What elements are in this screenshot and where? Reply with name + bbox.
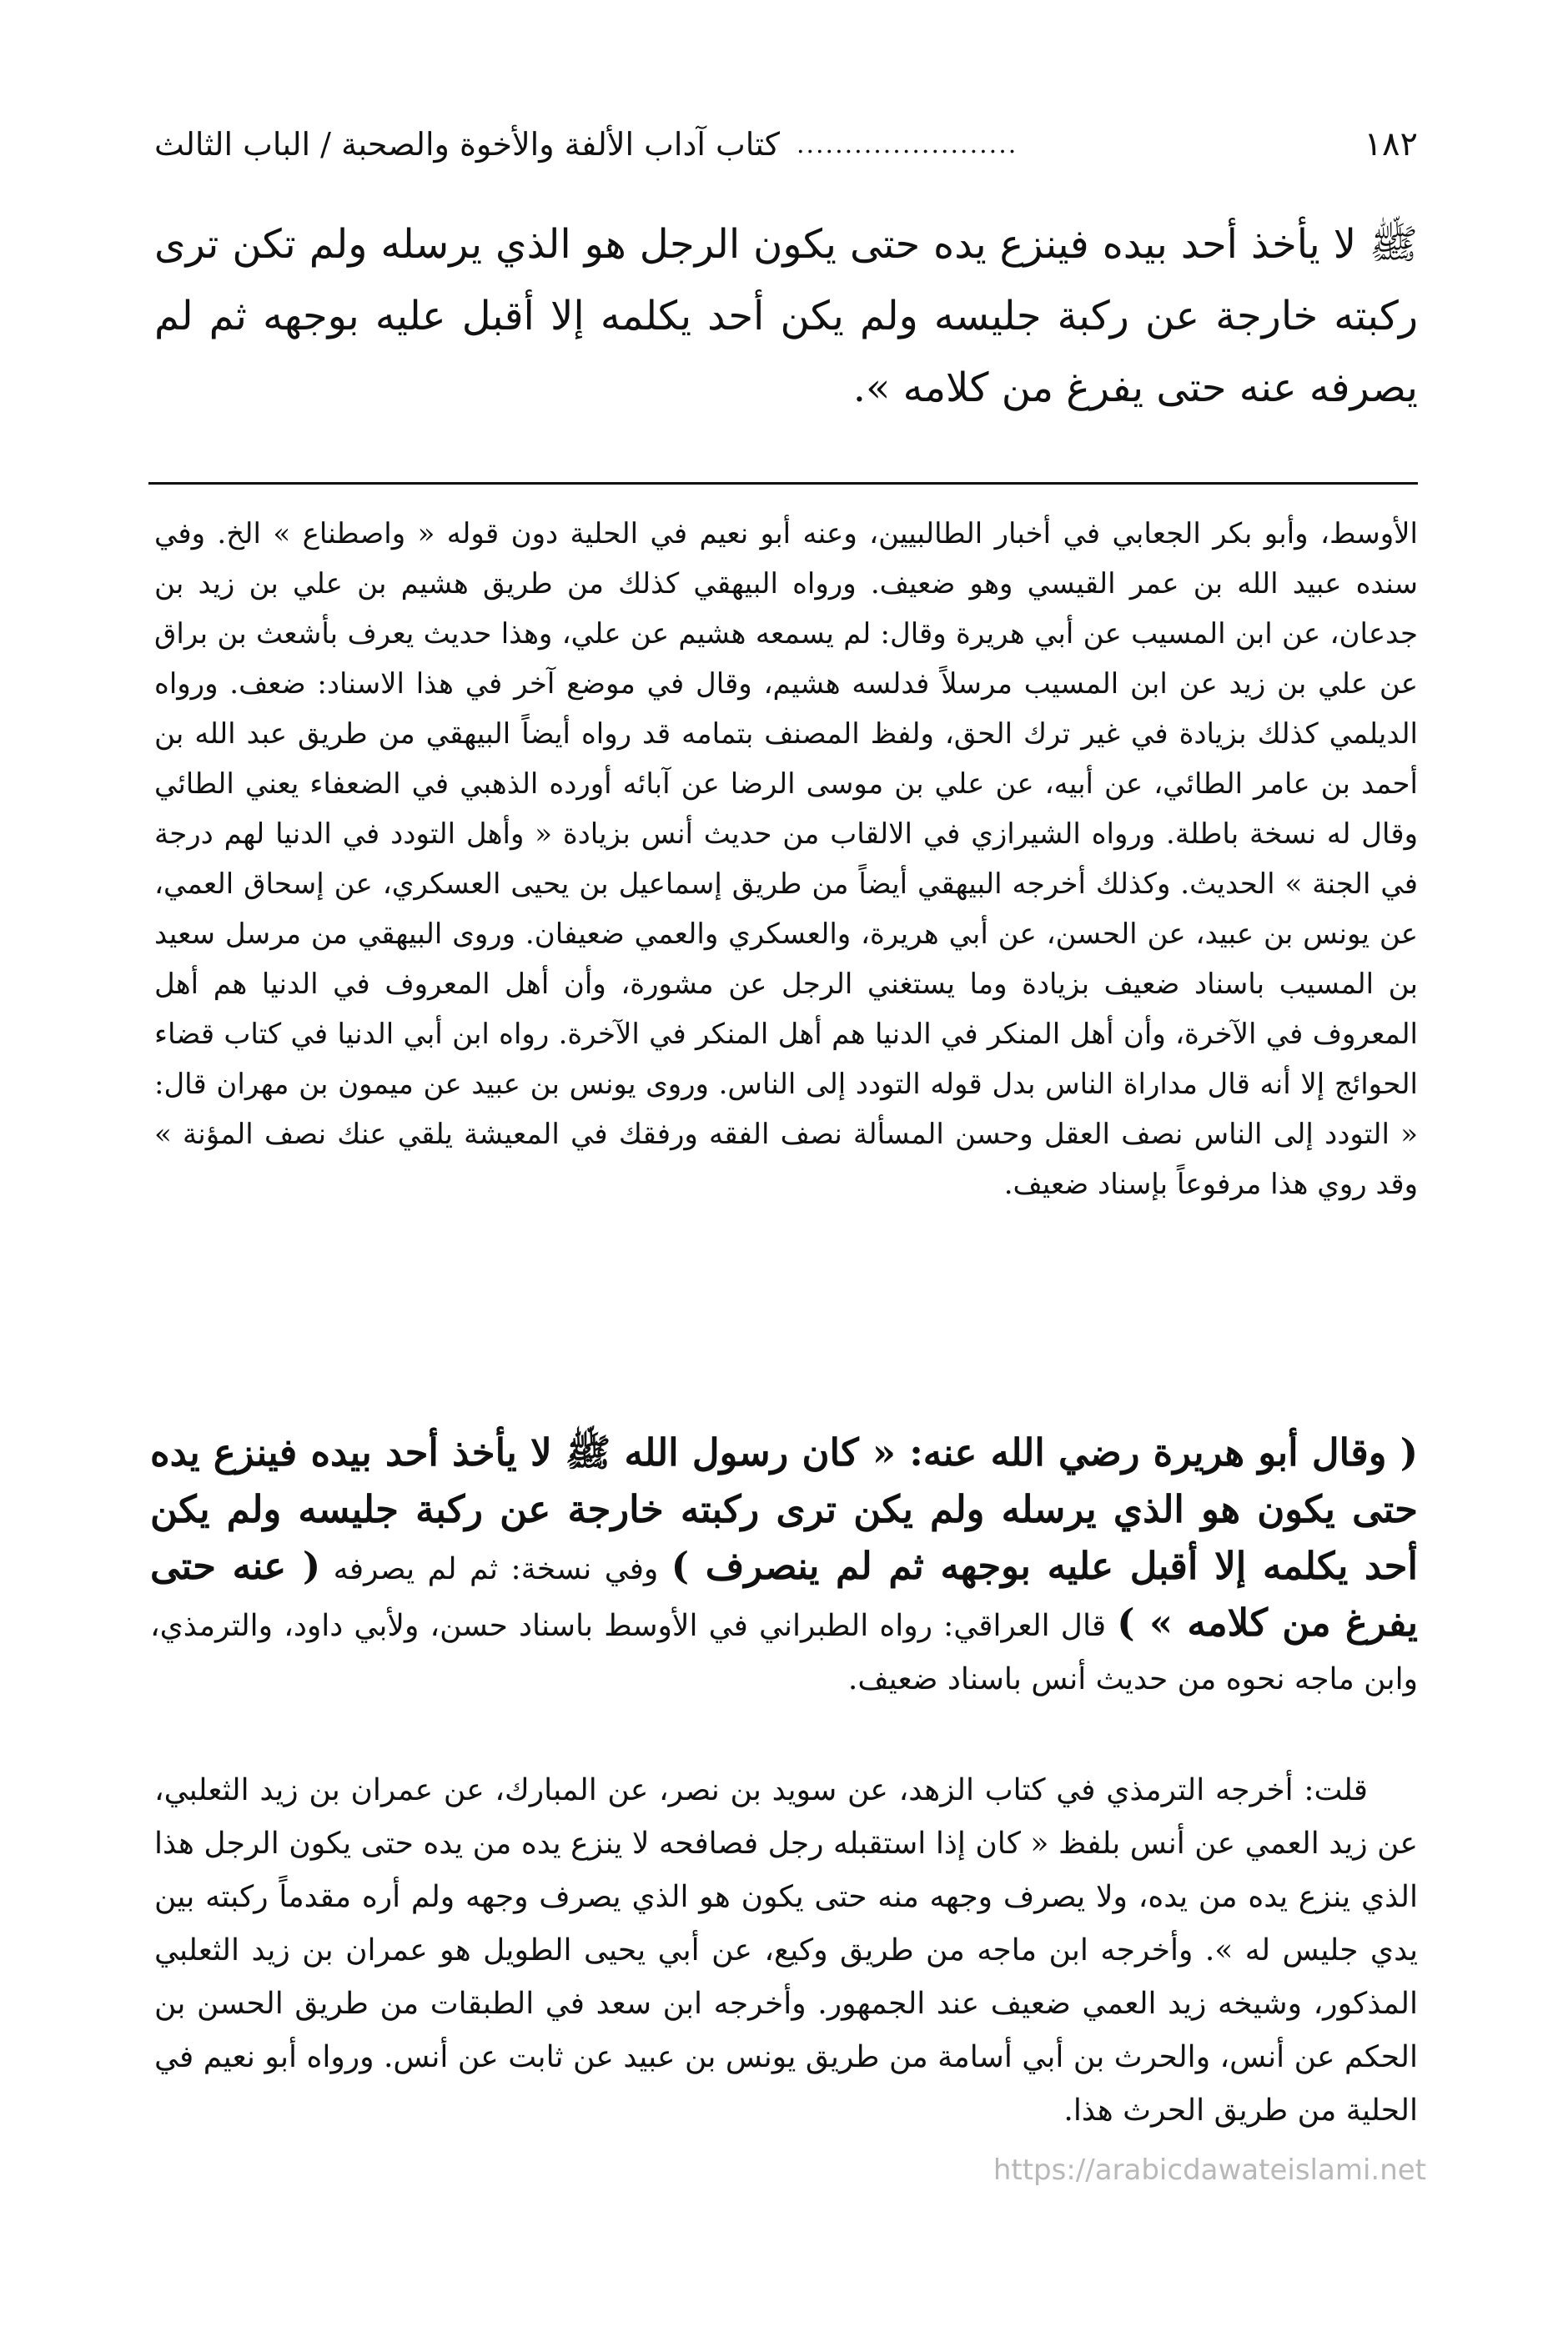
variant-note: وفي نسخة: ثم لم يصرفه: [320, 1552, 671, 1586]
page-number: ١٨٢: [1364, 125, 1418, 163]
footnote-text: الأوسط، وأبو بكر الجعابي في أخبار الطالبيين، وعنه أبو نعيم في الحلية دون قوله « واصطناع » الخ. وفي سنده عبيد الله بن عمر القيسي وهو ضعيف. ورواه البيهقي كذلك من طريق هشيم بن علي بن زيد بن جدعان، عن ابن المسيب عن أبي هريرة وقال: لم يسمعه هشيم عن علي، وهذا حديث يعرف بأشعث بن براق عن علي بن زيد عن ابن المسيب مرسلاً فدلسه هشيم، وقال في موضع آخر في هذا الاسناد: ضعف. ورواه الديلمي كذلك بزيادة في غير ترك الحق، ولفظ المصنف بتمامه قد رواه أيضاً البيهقي من طريق عبد الله بن أحمد بن عامر الطائي، عن أبيه، عن علي بن موسى الرضا عن آبائه أورده الذهبي في الضعفاء يعني الطائي وقال له نسخة باطلة. ورواه الشيرازي في الالقاب من حديث أنس بزيادة « وأهل التودد في الدنيا لهم درجة في الجنة » الحديث. وكذلك أخرجه البيهقي أيضاً من طريق إسماعيل بن يحيى العسكري، عن إسحاق العمي، عن يونس بن عبيد، عن الحسن، عن أبي هريرة، والعسكري والعمي ضعيفان. وروى البيهقي من مرسل سعيد بن المسيب باسناد ضعيف بزيادة وما يستغني الرجل عن مشورة، وأن أهل المعروف في الدنيا هم أهل المعروف في الآخرة، وأن أهل المنكر في الدنيا هم أهل المنكر في الآخرة. رواه ابن أبي الدنيا في كتاب قضاء الحوائج إلا أنه قال مداراة الناس بدل قوله التودد إلى الناس. وروى يونس بن عبيد عن ميمون بن مهران قال: « التودد إلى الناس نصف العقل وحسن المسألة نصف الفقه ورفقك في المعيشة يلقي عنك نصف المؤنة » وقد روي هذا مرفوعاً بإسناد ضعيف.: [154, 517, 1419, 1201]
website-watermark: https://arabicdawateislami.net: [993, 2154, 1426, 2187]
iraqi-citation: قال العراقي: رواه الطبراني في الأوسط باسناد حسن، ولأبي داود، والترمذي، وابن ماجه نحوه من حديث أنس باسناد ضعيف.: [150, 1609, 1418, 1696]
footnote-separator: [148, 482, 1418, 485]
author-note: قلت: أخرجه الترمذي في كتاب الزهد، عن سويد بن نصر، عن المبارك، عن عمران بن زيد الثعلبي، عن زيد العمي عن أنس بلفظ « كان إذا استقبله رجل فصافحه لا ينزع يده من يده حتى يكون الرجل هذا الذي ينزع يده من يده، ولا يصرف وجهه منه حتى يكون هو الذي يصرف وجهه ولم أره مقدماً ركبته بين يدي جليس له ». وأخرجه ابن ماجه من طريق وكيع، عن أبي يحيى الطويل هو عمران بن زيد الثعلبي المذكور، وشيخه زيد العمي ضعيف عند الجمهور. وأخرجه ابن سعد في الطبقات من طريق الحسن بن الحكم عن أنس، والحرث بن أبي أسامة من طريق يونس بن عبيد عن ثابت عن أنس. ورواه أبو نعيم في الحلية من طريق الحرث هذا.: [154, 1773, 1418, 2128]
header-title-group: [154, 126, 1018, 163]
page-header: [154, 115, 1418, 173]
quoted-hadith-text: ( وقال أبو هريرة رضي الله عنه: « كان رسول الله ﷺ لا يأخذ أحد بيده فينزع يده حتى يكون هو الذي يرسله ولم يكن ترى ركبته خارجة عن ركبة جليسه ولم يكن أحد يكلمه إلا أقبل عليه بوجهه ثم لم ينصرف ): [150, 1430, 1418, 1588]
header-dot-leader: .......................: [796, 129, 1018, 159]
commentary-paragraph: [150, 1426, 1418, 1706]
main-text-continuation: ﷺ لا يأخذ أحد بيده فينزع يده حتى يكون الرجل هو الذي يرسله ولم تكن ترى ركبته خارجة عن ركبة جليسه ولم يكن أحد يكلمه إلا أقبل عليه بوجهه ثم لم يصرفه عنه حتى يفرغ من كلامه ».: [154, 221, 1419, 411]
quoted-hadith-ending: ( عنه حتى يفرغ من كلامه » ): [150, 1544, 1418, 1645]
running-title: كتاب آداب الألفة والأخوة والصحبة / الباب الثالث: [154, 126, 780, 163]
